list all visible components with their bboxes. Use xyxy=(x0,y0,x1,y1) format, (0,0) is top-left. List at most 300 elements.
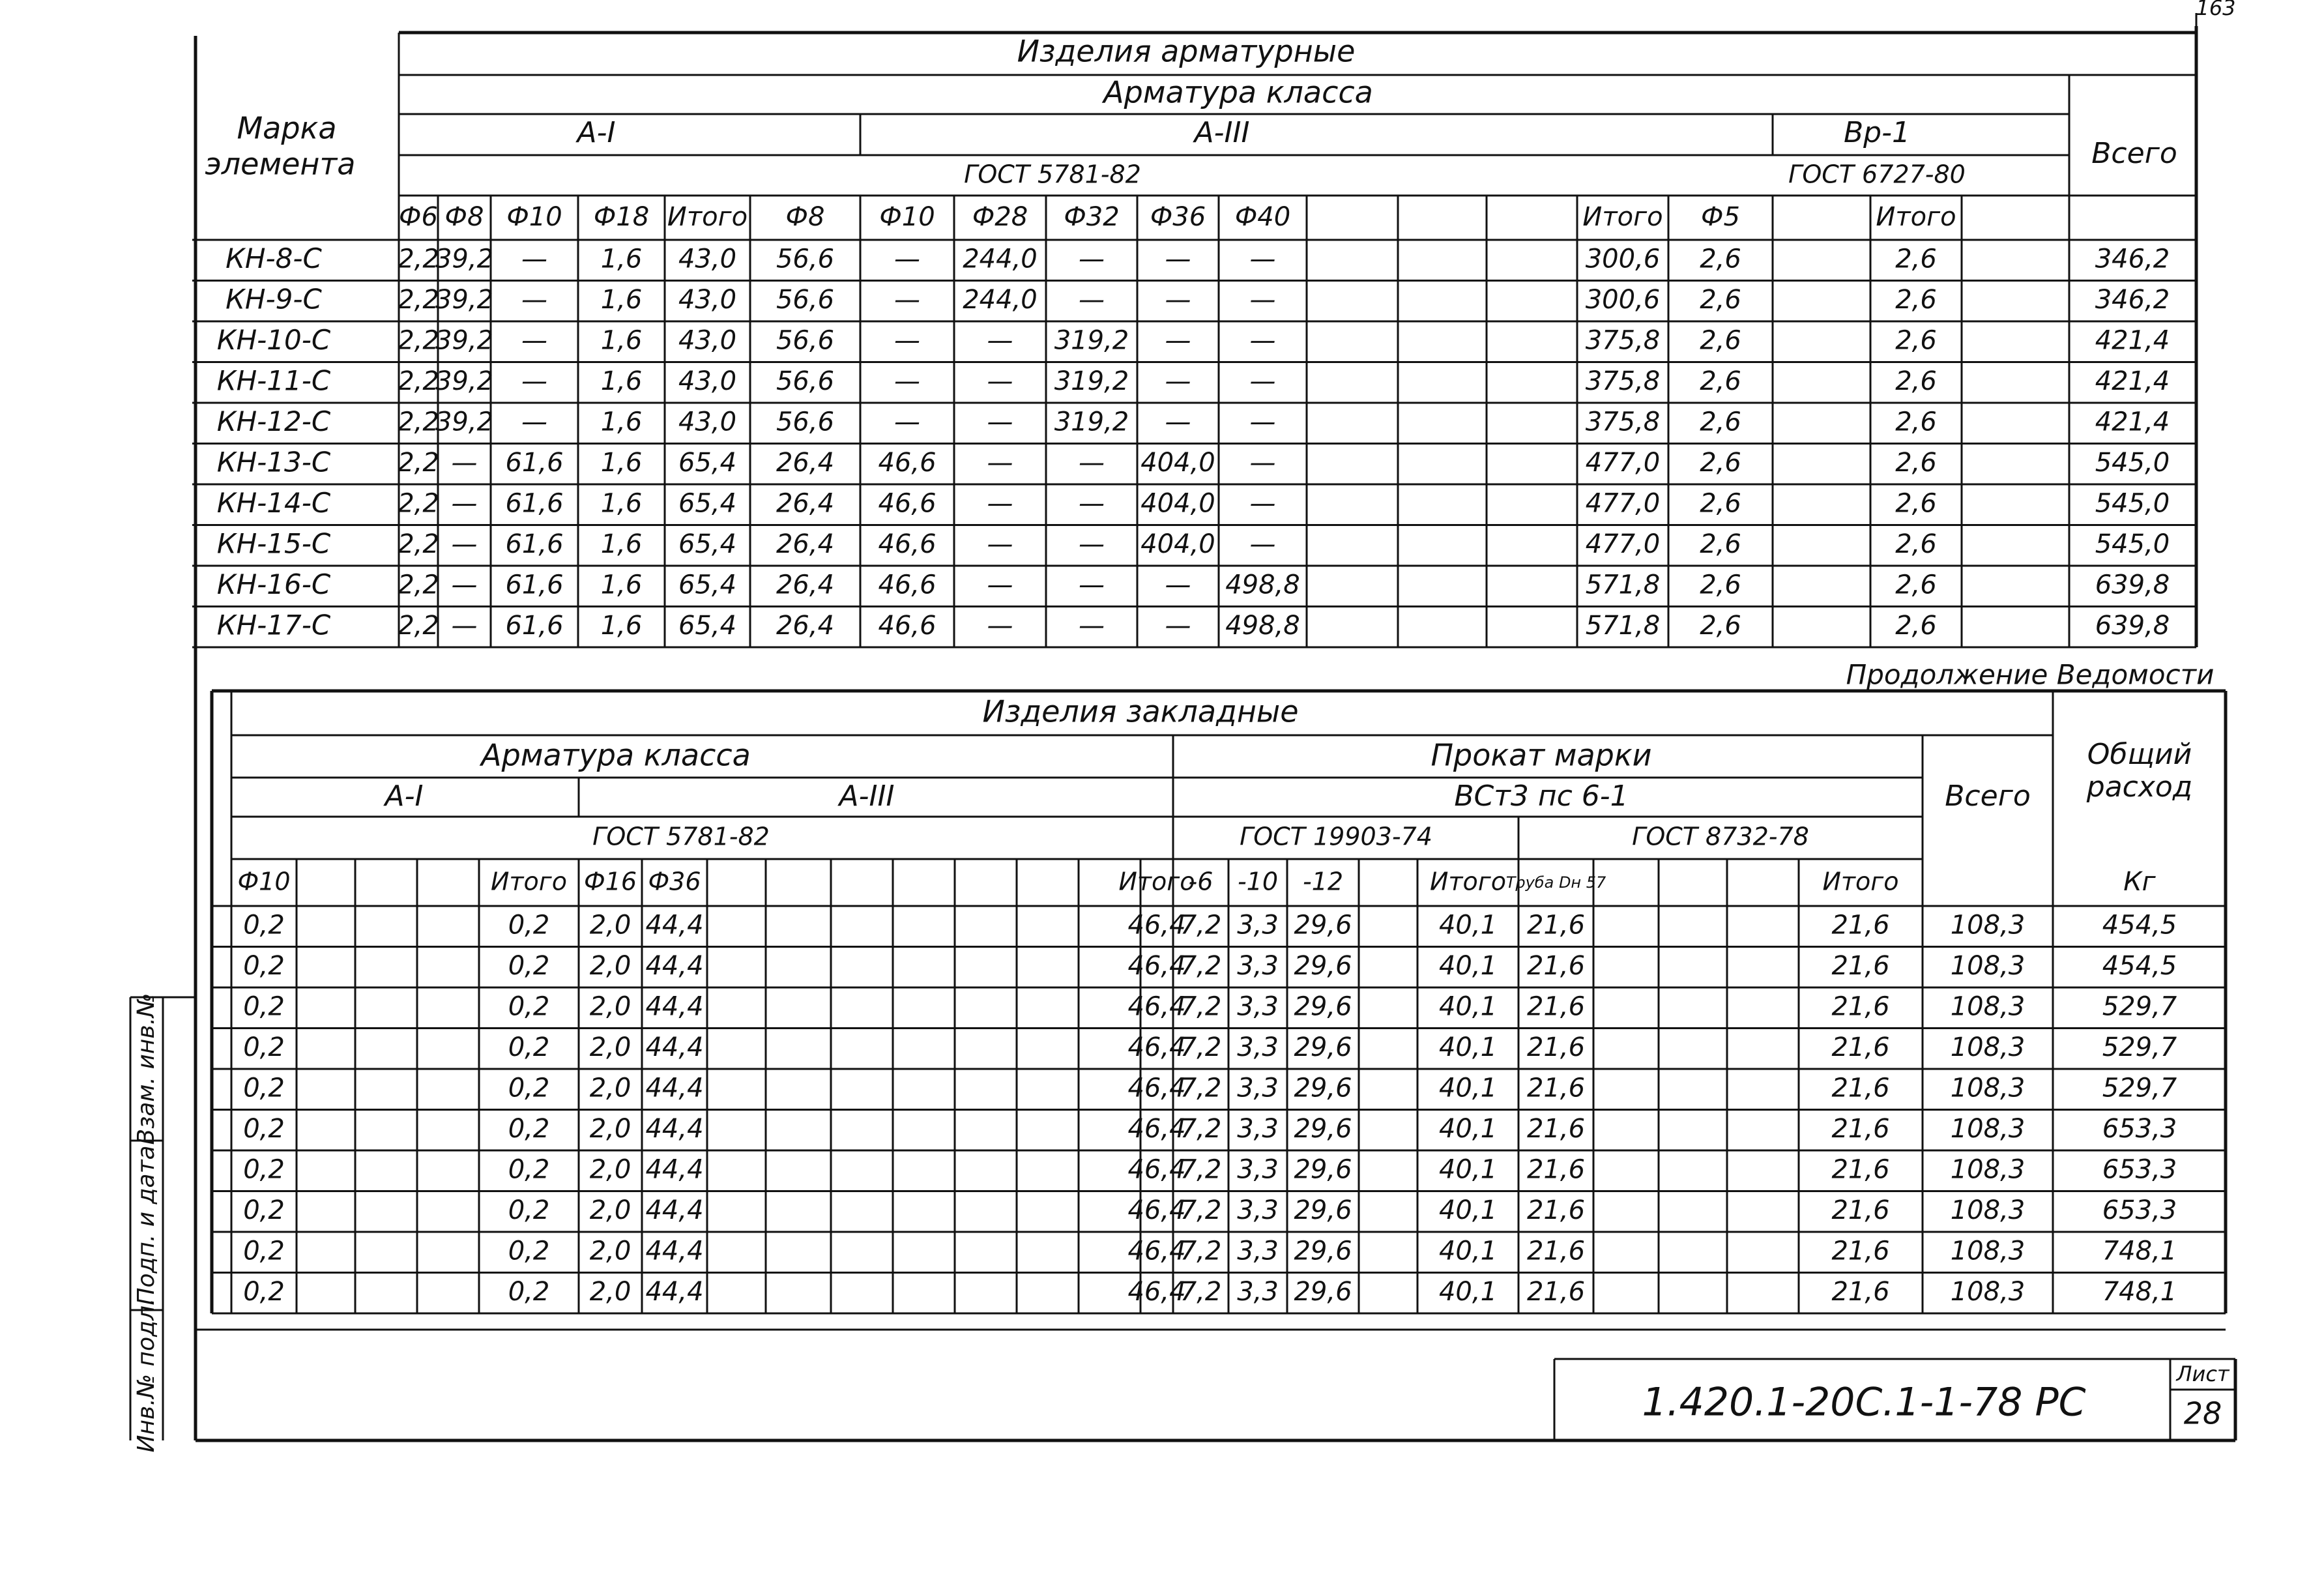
lower-cell: 29,6 xyxy=(1294,1032,1352,1062)
sheet-number: 28 xyxy=(2183,1395,2222,1431)
upper-cell: 46,6 xyxy=(878,610,937,641)
sheet-text xyxy=(133,0,2236,1452)
lower-cell: 29,6 xyxy=(1294,1154,1352,1185)
lower-cell: 2,0 xyxy=(589,1073,632,1103)
lower-steel-grade: ВСт3 пс 6-1 xyxy=(1454,780,1629,813)
lower-col-header: Ф16 xyxy=(583,867,637,896)
upper-row-total: 421,4 xyxy=(2095,366,2170,396)
lower-cell: 44,4 xyxy=(645,1236,704,1266)
upper-cell: — xyxy=(1079,244,1105,274)
upper-cell: — xyxy=(1165,570,1191,600)
lower-cell: 7,2 xyxy=(1180,1032,1222,1062)
upper-row-total: 346,2 xyxy=(2095,284,2170,315)
upper-row-mark: КН-12-С xyxy=(216,405,331,437)
upper-cell: — xyxy=(1165,610,1191,641)
lower-cell: 0,2 xyxy=(508,1073,550,1103)
upper-cell: 46,6 xyxy=(878,488,937,519)
upper-class-title: Арматура класса xyxy=(1103,74,1373,110)
upper-cell: — xyxy=(521,244,547,274)
upper-row-mark: КН-14-С xyxy=(216,486,331,519)
lower-rebar-title: Арматура класса xyxy=(481,737,751,773)
upper-cell: 477,0 xyxy=(1585,488,1661,519)
upper-cell: 1,6 xyxy=(600,610,643,641)
lower-col-header: Ф10 xyxy=(237,867,291,896)
upper-cell: — xyxy=(1079,447,1105,478)
upper-cell: 2,6 xyxy=(1700,284,1741,315)
lower-cell: 21,6 xyxy=(1526,1195,1586,1225)
upper-cell: 1,6 xyxy=(600,570,643,600)
lower-row-total: 108,3 xyxy=(1950,991,2026,1022)
upper-row-total: 545,0 xyxy=(2095,447,2170,478)
upper-cell: 2,6 xyxy=(1895,570,1937,600)
upper-cell: — xyxy=(987,407,1013,437)
upper-cell: 2,6 xyxy=(1700,488,1741,519)
lower-cell: 0,2 xyxy=(243,950,285,981)
upper-cell: 375,8 xyxy=(1585,366,1661,396)
lower-cell: 7,2 xyxy=(1180,1154,1222,1185)
lower-cell: 7,2 xyxy=(1180,1113,1222,1144)
upper-cell: 1,6 xyxy=(600,529,643,559)
upper-cell: 319,2 xyxy=(1054,407,1129,437)
lower-class-a3: А-III xyxy=(839,780,895,813)
lower-cell: 0,2 xyxy=(243,1073,285,1103)
upper-cell: — xyxy=(1249,366,1276,396)
lower-col-header: Итого xyxy=(1429,867,1507,896)
lower-grand-header-1: Общий xyxy=(2087,738,2192,771)
upper-cell: 319,2 xyxy=(1054,325,1129,356)
upper-row-mark: КН-9-С xyxy=(225,283,322,315)
lower-col-header: -6 xyxy=(1188,867,1213,896)
lower-cell: 3,3 xyxy=(1237,1195,1279,1225)
upper-cell: 2,2 xyxy=(398,407,439,437)
upper-cell: 39,2 xyxy=(435,325,494,356)
lower-row-grand: 529,7 xyxy=(2102,991,2177,1022)
lower-cell: 46,4 xyxy=(1127,991,1186,1022)
upper-cell: — xyxy=(1249,284,1276,315)
lower-cell: 40,1 xyxy=(1438,991,1498,1022)
lower-cell: 0,2 xyxy=(243,1032,285,1062)
upper-col-header: Ф36 xyxy=(1150,202,1206,232)
upper-cell: — xyxy=(521,407,547,437)
upper-cell: — xyxy=(1079,570,1105,600)
lower-cell: 7,2 xyxy=(1180,1073,1222,1103)
upper-cell: — xyxy=(451,488,478,519)
lower-cell: 44,4 xyxy=(645,1195,704,1225)
lower-cell: 40,1 xyxy=(1438,1195,1498,1225)
upper-cell: 404,0 xyxy=(1140,447,1215,478)
lower-cell: 0,2 xyxy=(508,1276,550,1307)
upper-cell: 2,2 xyxy=(398,325,439,356)
upper-cell: — xyxy=(987,610,1013,641)
lower-unit: Кг xyxy=(2123,867,2156,897)
lower-class-a1: А-I xyxy=(385,780,424,813)
lower-cell: 21,6 xyxy=(1526,1236,1586,1266)
lower-cell: 21,6 xyxy=(1831,910,1890,941)
upper-cell: 375,8 xyxy=(1585,325,1661,356)
upper-cell: — xyxy=(1165,325,1191,356)
upper-col-header: Ф32 xyxy=(1064,202,1120,232)
upper-cell: 1,6 xyxy=(600,447,643,478)
lower-cell: 46,4 xyxy=(1127,1113,1186,1144)
lower-col-header: Итого xyxy=(1822,867,1899,896)
upper-class-bp1: Вр-1 xyxy=(1844,116,1910,149)
lower-row-total: 108,3 xyxy=(1950,950,2026,981)
upper-cell: — xyxy=(894,366,920,396)
upper-cell: 26,4 xyxy=(776,447,835,478)
lower-cell: 7,2 xyxy=(1180,1276,1222,1307)
upper-cell: 477,0 xyxy=(1585,447,1661,478)
lower-gost-19903: ГОСТ 19903-74 xyxy=(1240,822,1432,851)
lower-row-grand: 529,7 xyxy=(2102,1032,2177,1062)
lower-cell: 0,2 xyxy=(243,910,285,941)
lower-cell: 0,2 xyxy=(243,991,285,1022)
upper-col-header: Ф6 xyxy=(399,202,438,232)
upper-cell: 2,2 xyxy=(398,610,439,641)
upper-row-mark: КН-15-С xyxy=(216,527,331,560)
upper-cell: 26,4 xyxy=(776,610,835,641)
upper-cell: 2,6 xyxy=(1700,407,1741,437)
upper-cell: 26,4 xyxy=(776,570,835,600)
lower-cell: 44,4 xyxy=(645,1154,704,1185)
lower-cell: 21,6 xyxy=(1526,991,1586,1022)
lower-cell: 21,6 xyxy=(1526,950,1586,981)
lower-cell: 46,4 xyxy=(1127,1195,1186,1225)
upper-cell: 46,6 xyxy=(878,529,937,559)
upper-cell: 244,0 xyxy=(963,284,1038,315)
lower-cell: 21,6 xyxy=(1526,910,1586,941)
lower-cell: 21,6 xyxy=(1526,1032,1586,1062)
upper-gost-5781: ГОСТ 5781-82 xyxy=(964,160,1141,189)
upper-cell: 571,8 xyxy=(1585,570,1661,600)
upper-cell: 43,0 xyxy=(678,284,737,315)
upper-cell: 2,6 xyxy=(1895,244,1937,274)
lower-cell: 44,4 xyxy=(645,1032,704,1062)
lower-cell: 3,3 xyxy=(1237,1276,1279,1307)
upper-cell: 2,6 xyxy=(1700,366,1741,396)
lower-row-total: 108,3 xyxy=(1950,1113,2026,1144)
upper-row-mark: КН-8-С xyxy=(225,242,322,274)
lower-cell: 46,4 xyxy=(1127,1073,1186,1103)
upper-cell: — xyxy=(1249,529,1276,559)
upper-cell: — xyxy=(521,284,547,315)
upper-col-header: Итого xyxy=(1582,202,1663,232)
lower-cell: 40,1 xyxy=(1438,1032,1498,1062)
upper-cell: 43,0 xyxy=(678,325,737,356)
lower-cell: 29,6 xyxy=(1294,950,1352,981)
upper-cell: 2,6 xyxy=(1895,284,1937,315)
upper-row-total: 421,4 xyxy=(2095,407,2170,437)
upper-cell: 404,0 xyxy=(1140,488,1215,519)
upper-cell: — xyxy=(987,366,1013,396)
upper-cell: 43,0 xyxy=(678,244,737,274)
lower-cell: 0,2 xyxy=(243,1236,285,1266)
lower-cell: 2,0 xyxy=(589,1236,632,1266)
lower-cell: 2,0 xyxy=(589,1154,632,1185)
lower-cell: 7,2 xyxy=(1180,950,1222,981)
lower-cell: 7,2 xyxy=(1180,991,1222,1022)
upper-cell: — xyxy=(521,325,547,356)
lower-cell: 29,6 xyxy=(1294,1113,1352,1144)
lower-grand-header-2: расход xyxy=(2086,770,2193,804)
upper-cell: — xyxy=(987,488,1013,519)
upper-cell: 2,6 xyxy=(1895,529,1937,559)
lower-cell: 29,6 xyxy=(1294,910,1352,941)
lower-cell: 3,3 xyxy=(1237,1113,1279,1144)
upper-cell: 61,6 xyxy=(505,610,564,641)
lower-cell: 21,6 xyxy=(1831,1032,1890,1062)
lower-total-header: Всего xyxy=(1945,780,2031,813)
lower-cell: 0,2 xyxy=(508,1113,550,1144)
lower-cell: 44,4 xyxy=(645,1276,704,1307)
upper-row-total: 346,2 xyxy=(2095,244,2170,274)
upper-col-header: Ф28 xyxy=(972,202,1028,232)
upper-cell: — xyxy=(987,447,1013,478)
side-stamp-signature-date: Подп. и дата xyxy=(133,1145,160,1306)
lower-cell: 0,2 xyxy=(508,991,550,1022)
lower-cell: 44,4 xyxy=(645,1073,704,1103)
upper-col-header: Ф40 xyxy=(1234,202,1291,232)
page-number: 163 xyxy=(2196,0,2236,20)
lower-group-title: Изделия закладные xyxy=(982,693,1299,729)
upper-cell: — xyxy=(1249,244,1276,274)
lower-cell: 21,6 xyxy=(1831,1154,1890,1185)
lower-row-grand: 653,3 xyxy=(2102,1154,2177,1185)
upper-cell: — xyxy=(894,244,920,274)
lower-cell: 0,2 xyxy=(243,1276,285,1307)
upper-cell: 65,4 xyxy=(678,447,737,478)
lower-cell: 21,6 xyxy=(1526,1154,1586,1185)
upper-row-total: 421,4 xyxy=(2095,325,2170,356)
upper-cell: 61,6 xyxy=(505,570,564,600)
lower-cell: 21,6 xyxy=(1831,950,1890,981)
lower-cell: 46,4 xyxy=(1127,1154,1186,1185)
mark-header-line2: элемента xyxy=(205,146,356,182)
lower-cell: 3,3 xyxy=(1237,1236,1279,1266)
lower-cell: 40,1 xyxy=(1438,1073,1498,1103)
upper-group-title: Изделия арматурные xyxy=(1017,33,1356,69)
upper-cell: 300,6 xyxy=(1585,244,1661,274)
upper-cell: 2,6 xyxy=(1700,570,1741,600)
upper-col-header: Ф18 xyxy=(593,202,650,232)
lower-row-grand: 748,1 xyxy=(2102,1236,2177,1266)
upper-cell: 2,6 xyxy=(1700,529,1741,559)
upper-cell: 39,2 xyxy=(435,244,494,274)
upper-cell: 56,6 xyxy=(776,325,835,356)
upper-row-mark: КН-13-С xyxy=(216,446,331,478)
upper-cell: 26,4 xyxy=(776,488,835,519)
lower-gost-8732: ГОСТ 8732-78 xyxy=(1632,822,1809,851)
document-code: 1.420.1-20С.1-1-78 РС xyxy=(1642,1379,2086,1425)
upper-cell: — xyxy=(451,570,478,600)
upper-cell: — xyxy=(894,284,920,315)
upper-cell: 2,2 xyxy=(398,244,439,274)
upper-cell: 2,6 xyxy=(1700,325,1741,356)
lower-cell: 29,6 xyxy=(1294,991,1352,1022)
lower-cell: 44,4 xyxy=(645,950,704,981)
lower-cell: 21,6 xyxy=(1526,1073,1586,1103)
upper-col-header: Итого xyxy=(667,202,748,232)
lower-cell: 46,4 xyxy=(1127,1236,1186,1266)
lower-cell: 29,6 xyxy=(1294,1236,1352,1266)
upper-cell: 61,6 xyxy=(505,488,564,519)
upper-cell: 1,6 xyxy=(600,366,643,396)
lower-cell: 21,6 xyxy=(1831,991,1890,1022)
upper-row-mark: КН-11-С xyxy=(216,364,331,397)
lower-cell: 46,4 xyxy=(1127,1276,1186,1307)
upper-cell: — xyxy=(1165,407,1191,437)
upper-cell: 571,8 xyxy=(1585,610,1661,641)
upper-cell: — xyxy=(521,366,547,396)
upper-cell: 2,2 xyxy=(398,488,439,519)
lower-row-total: 108,3 xyxy=(1950,910,2026,941)
upper-cell: 56,6 xyxy=(776,366,835,396)
upper-cell: 46,6 xyxy=(878,447,937,478)
upper-total-header: Всего xyxy=(2091,137,2177,170)
lower-row-total: 108,3 xyxy=(1950,1073,2026,1103)
lower-cell: 7,2 xyxy=(1180,1236,1222,1266)
upper-cell: — xyxy=(894,407,920,437)
lower-cell: 3,3 xyxy=(1237,950,1279,981)
lower-cell: 2,0 xyxy=(589,1032,632,1062)
upper-col-header: Ф5 xyxy=(1701,202,1740,232)
upper-cell: 2,2 xyxy=(398,284,439,315)
lower-cell: 40,1 xyxy=(1438,950,1498,981)
upper-cell: 65,4 xyxy=(678,529,737,559)
upper-cell: 56,6 xyxy=(776,407,835,437)
lower-row-grand: 454,5 xyxy=(2102,950,2177,981)
upper-cell: 404,0 xyxy=(1140,529,1215,559)
upper-cell: 300,6 xyxy=(1585,284,1661,315)
lower-row-total: 108,3 xyxy=(1950,1032,2026,1062)
upper-col-header: Ф10 xyxy=(879,202,935,232)
lower-row-grand: 529,7 xyxy=(2102,1073,2177,1103)
lower-cell: 3,3 xyxy=(1237,1032,1279,1062)
lower-cell: 0,2 xyxy=(508,1195,550,1225)
upper-cell: 2,6 xyxy=(1700,610,1741,641)
lower-cell: 21,6 xyxy=(1526,1276,1586,1307)
upper-cell: — xyxy=(1165,366,1191,396)
lower-cell: 44,4 xyxy=(645,991,704,1022)
upper-cell: 65,4 xyxy=(678,570,737,600)
upper-cell: 56,6 xyxy=(776,244,835,274)
upper-cell: 39,2 xyxy=(435,366,494,396)
upper-cell: — xyxy=(1079,610,1105,641)
upper-class-a1: А-I xyxy=(577,116,616,149)
lower-cell: 2,0 xyxy=(589,910,632,941)
lower-row-total: 108,3 xyxy=(1950,1154,2026,1185)
lower-cell: 40,1 xyxy=(1438,1236,1498,1266)
upper-cell: 61,6 xyxy=(505,447,564,478)
upper-cell: 2,6 xyxy=(1895,407,1937,437)
upper-cell: — xyxy=(987,570,1013,600)
lower-cell: 21,6 xyxy=(1831,1195,1890,1225)
mark-header-line1: Марка xyxy=(237,110,337,146)
upper-cell: 319,2 xyxy=(1054,366,1129,396)
side-stamp-inventory: Инв.№ подл. xyxy=(133,1298,160,1453)
upper-row-total: 545,0 xyxy=(2095,529,2170,559)
upper-cell: 498,8 xyxy=(1225,570,1300,600)
lower-cell: 21,6 xyxy=(1831,1113,1890,1144)
lower-cell: 7,2 xyxy=(1180,910,1222,941)
upper-cell: — xyxy=(1249,447,1276,478)
lower-cell: 40,1 xyxy=(1438,1276,1498,1307)
lower-gost-5781: ГОСТ 5781-82 xyxy=(592,822,770,851)
lower-cell: 29,6 xyxy=(1294,1073,1352,1103)
lower-cell: 3,3 xyxy=(1237,910,1279,941)
upper-cell: 2,6 xyxy=(1700,244,1741,274)
upper-cell: — xyxy=(894,325,920,356)
sheet-label: Лист xyxy=(2176,1362,2230,1386)
upper-row-total: 639,8 xyxy=(2095,610,2170,641)
upper-col-header: Ф8 xyxy=(444,202,484,232)
lower-row-grand: 748,1 xyxy=(2102,1276,2177,1307)
upper-cell: 2,2 xyxy=(398,447,439,478)
upper-cell: 477,0 xyxy=(1585,529,1661,559)
upper-row-mark: КН-16-С xyxy=(216,568,331,600)
upper-cell: — xyxy=(1249,407,1276,437)
upper-cell: 2,2 xyxy=(398,366,439,396)
upper-cell: 2,6 xyxy=(1895,610,1937,641)
lower-cell: 2,0 xyxy=(589,991,632,1022)
upper-row-mark: КН-10-С xyxy=(216,323,331,356)
lower-cell: 40,1 xyxy=(1438,1154,1498,1185)
lower-row-total: 108,3 xyxy=(1950,1195,2026,1225)
lower-cell: 44,4 xyxy=(645,910,704,941)
upper-cell: — xyxy=(1079,529,1105,559)
lower-cell: 0,2 xyxy=(508,1236,550,1266)
lower-cell: 46,4 xyxy=(1127,910,1186,941)
upper-cell: 39,2 xyxy=(435,284,494,315)
upper-cell: — xyxy=(1079,488,1105,519)
upper-cell: 61,6 xyxy=(505,529,564,559)
lower-cell: 3,3 xyxy=(1237,991,1279,1022)
upper-cell: 1,6 xyxy=(600,284,643,315)
lower-cell: 21,6 xyxy=(1831,1276,1890,1307)
lower-cell: 29,6 xyxy=(1294,1276,1352,1307)
upper-cell: 2,6 xyxy=(1895,488,1937,519)
lower-col-header: -10 xyxy=(1237,867,1279,896)
upper-cell: 2,2 xyxy=(398,529,439,559)
lower-cell: 2,0 xyxy=(589,1113,632,1144)
upper-cell: 2,2 xyxy=(398,570,439,600)
upper-cell: 2,6 xyxy=(1895,366,1937,396)
upper-col-header: Итого xyxy=(1876,202,1956,232)
lower-cell: 21,6 xyxy=(1831,1073,1890,1103)
lower-row-total: 108,3 xyxy=(1950,1236,2026,1266)
upper-cell: — xyxy=(1079,284,1105,315)
upper-cell: 244,0 xyxy=(963,244,1038,274)
lower-cell: 44,4 xyxy=(645,1113,704,1144)
upper-cell: 498,8 xyxy=(1225,610,1300,641)
upper-cell: — xyxy=(1165,244,1191,274)
lower-cell: 3,3 xyxy=(1237,1073,1279,1103)
lower-cell: 3,3 xyxy=(1237,1154,1279,1185)
lower-cell: 7,2 xyxy=(1180,1195,1222,1225)
lower-cell: 40,1 xyxy=(1438,910,1498,941)
lower-cell: 0,2 xyxy=(508,910,550,941)
lower-row-total: 108,3 xyxy=(1950,1276,2026,1307)
upper-cell: 1,6 xyxy=(600,488,643,519)
upper-cell: 43,0 xyxy=(678,366,737,396)
lower-cell: 0,2 xyxy=(508,950,550,981)
upper-row-total: 639,8 xyxy=(2095,570,2170,600)
upper-cell: 43,0 xyxy=(678,407,737,437)
lower-col-header: Итого xyxy=(1118,867,1195,896)
upper-cell: — xyxy=(451,610,478,641)
lower-cell: 0,2 xyxy=(243,1113,285,1144)
upper-cell: — xyxy=(987,325,1013,356)
lower-cell: 2,0 xyxy=(589,950,632,981)
